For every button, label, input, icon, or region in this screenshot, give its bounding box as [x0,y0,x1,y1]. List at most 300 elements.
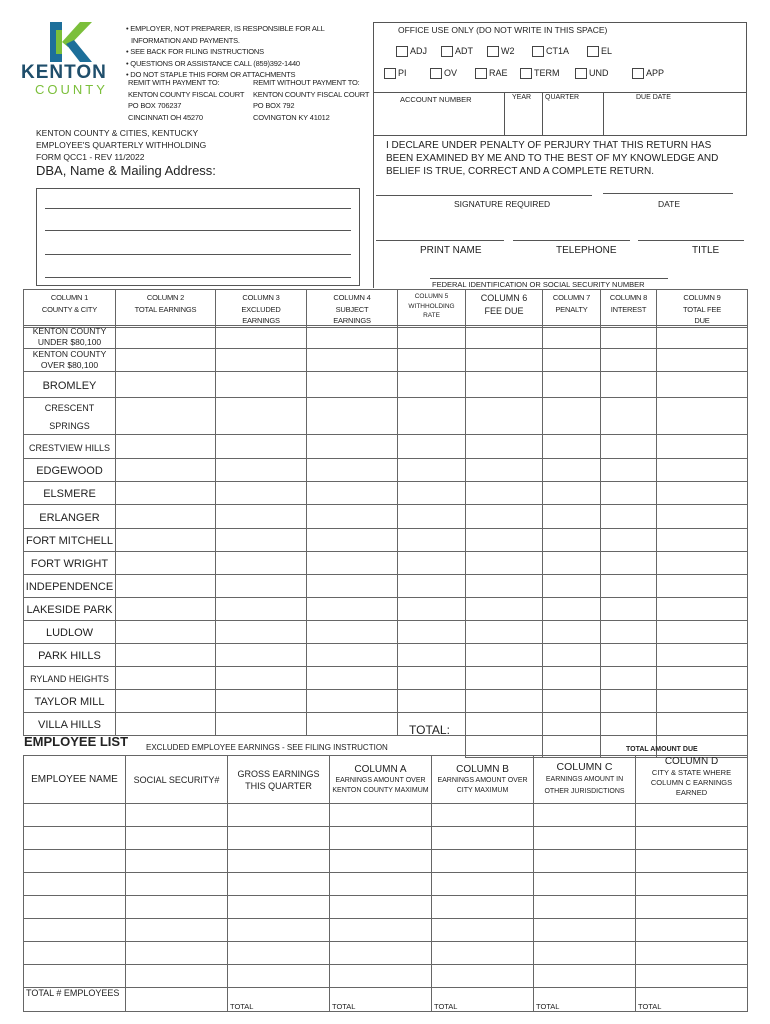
amount-cell[interactable] [398,598,466,621]
year-label: YEAR [512,94,532,101]
total-col-b-cell[interactable]: TOTAL [432,988,534,1012]
amount-cell[interactable] [601,621,657,644]
amount-cell[interactable] [543,482,601,505]
amount-cell[interactable] [543,398,601,435]
note-questions: • QUESTIONS OR ASSISTANCE CALL (859)392-1440 [126,58,300,68]
amount-cell[interactable] [601,575,657,598]
remit-with-line3: CINCINNATI OH 45270 [128,112,203,122]
amount-cell[interactable] [216,529,307,552]
amount-cell[interactable] [116,529,216,552]
amount-cell[interactable] [116,372,216,398]
form-title [36,127,366,163]
office-use-title: OFFICE USE ONLY (DO NOT WRITE IN THIS SPACE) [398,25,608,35]
city-name-cell [24,435,116,459]
header-row [24,290,748,328]
amount-cell[interactable] [116,435,216,459]
ov-checkbox[interactable] [430,68,442,79]
telephone-label: TELEPHONE [556,245,617,256]
amount-cell[interactable] [466,459,543,482]
employee-cell[interactable] [228,896,330,919]
signature-label: SIGNATURE REQUIRED [454,199,551,209]
col9-header: COLUMN 9 TOTAL FEE DUE [657,290,748,328]
amount-cell[interactable] [398,575,466,598]
amount-cell[interactable] [216,690,307,713]
amount-cell[interactable] [543,690,601,713]
amount-cell[interactable] [657,505,748,529]
amount-cell[interactable] [398,349,466,372]
amount-cell[interactable] [116,644,216,667]
el-checkbox[interactable] [587,46,599,57]
amount-cell[interactable] [543,529,601,552]
employee-cell[interactable] [330,942,432,965]
city-name-cell [24,667,116,690]
amount-cell[interactable] [466,690,543,713]
employee-cell[interactable] [126,850,228,873]
employee-row [24,804,748,827]
employee-cell[interactable] [24,942,126,965]
employee-row [24,850,748,873]
remit-with-line1: KENTON COUNTY FISCAL COURT [128,89,245,99]
employee-cell[interactable] [636,896,748,919]
city-name-cell [24,372,116,398]
amount-cell[interactable] [216,667,307,690]
amount-cell[interactable] [307,552,398,575]
amount-cell[interactable] [398,690,466,713]
employee-cell[interactable] [330,873,432,896]
employee-cell[interactable] [126,804,228,827]
amount-cell[interactable] [307,349,398,372]
amount-cell[interactable] [466,713,543,736]
amount-cell[interactable] [601,644,657,667]
amount-cell[interactable] [116,349,216,372]
amount-cell[interactable] [307,435,398,459]
employee-cell[interactable] [330,827,432,850]
withholding-table [23,289,748,328]
amount-cell[interactable] [398,326,466,349]
amount-cell[interactable] [601,326,657,349]
employee-cell[interactable] [636,965,748,988]
amount-cell[interactable] [657,372,748,398]
employee-cell[interactable] [228,804,330,827]
amount-cell[interactable] [398,372,466,398]
col8-header: COLUMN 8 INTEREST [601,290,657,328]
amount-cell[interactable] [466,621,543,644]
remit-with-label: REMIT WITH PAYMENT TO: [128,78,220,87]
amount-cell[interactable] [307,690,398,713]
amount-cell[interactable] [657,644,748,667]
amount-cell[interactable] [657,713,748,736]
employee-cell[interactable] [636,827,748,850]
amount-cell[interactable] [543,372,601,398]
amount-cell[interactable] [657,690,748,713]
amount-cell[interactable] [657,435,748,459]
employee-table [23,755,748,1012]
amount-cell[interactable] [307,713,398,736]
employee-cell[interactable] [534,804,636,827]
amount-cell[interactable] [657,459,748,482]
logo-kenton: KENTON [21,62,107,83]
note-staple: • DO NOT STAPLE THIS FORM OR ATTACHMENTS [126,70,296,79]
column-b-header: COLUMN B EARNINGS AMOUNT OVER CITY MAXIMUM [432,756,534,804]
total-col-a-cell[interactable]: TOTAL [330,988,432,1012]
city-row [24,505,748,529]
remit-without-line2: PO BOX 792 [253,101,295,110]
w2-checkbox[interactable] [487,46,499,57]
city-name-cell [24,621,116,644]
employee-row [24,965,748,988]
amount-cell[interactable] [466,598,543,621]
amount-cell[interactable] [216,621,307,644]
amount-cell[interactable] [398,667,466,690]
amount-cell[interactable] [543,644,601,667]
amount-cell[interactable] [466,435,543,459]
amount-cell[interactable] [601,598,657,621]
amount-cell[interactable] [466,505,543,529]
ct1a-checkbox[interactable] [532,46,544,57]
employee-cell[interactable] [126,965,228,988]
amount-cell[interactable] [601,552,657,575]
ct1a-label: CT1A [546,46,570,56]
city-name-cell [24,713,116,736]
amount-cell[interactable] [398,398,466,435]
employee-cell[interactable] [24,850,126,873]
employee-cell[interactable] [126,942,228,965]
amount-cell[interactable] [307,644,398,667]
declaration-line1: I DECLARE UNDER PENALTY OF PERJURY THAT THIS RETURN HAS [386,140,712,151]
employee-cell[interactable] [24,827,126,850]
total-gross-cell[interactable]: TOTAL [228,988,330,1012]
total-label: TOTAL: [409,723,450,737]
employee-cell[interactable] [330,965,432,988]
amount-cell[interactable] [466,398,543,435]
term-label: TERM [534,68,560,78]
amount-cell[interactable] [307,667,398,690]
amount-cell[interactable] [307,598,398,621]
employee-total-row [24,988,748,1012]
employee-cell[interactable] [126,896,228,919]
amount-cell[interactable] [601,398,657,435]
form-line2: EMPLOYEE'S QUARTERLY WITHHOLDING [36,140,207,150]
city-name-cell [24,398,116,435]
employee-cell[interactable] [432,896,534,919]
employee-cell[interactable] [534,942,636,965]
employee-cell[interactable] [24,965,126,988]
employee-cell[interactable] [636,873,748,896]
print-name-line[interactable] [376,240,504,241]
amount-cell[interactable] [116,598,216,621]
employee-cell[interactable] [432,827,534,850]
amount-cell[interactable] [601,667,657,690]
remit-without-payment [253,77,378,123]
note-filing: • SEE BACK FOR FILING INSTRUCTIONS [126,47,264,56]
amount-cell[interactable] [116,398,216,435]
amount-cell[interactable] [657,667,748,690]
amount-cell[interactable] [216,644,307,667]
amount-cell[interactable] [543,459,601,482]
signature-line[interactable] [376,195,592,196]
amount-cell[interactable] [216,505,307,529]
total-col-c-cell[interactable]: TOTAL [534,988,636,1012]
und-checkbox[interactable] [575,68,587,79]
employee-cell[interactable] [534,873,636,896]
term-checkbox[interactable] [520,68,532,79]
amount-cell[interactable] [601,690,657,713]
city-row [24,398,748,435]
city-row [24,552,748,575]
city-name: ELSMERE [43,488,96,500]
amount-cell[interactable] [116,326,216,349]
col7-header: COLUMN 7 PENALTY [543,290,601,328]
amount-cell[interactable] [543,713,601,736]
amount-cell[interactable] [466,482,543,505]
amount-cell[interactable] [307,621,398,644]
amount-cell[interactable] [307,326,398,349]
k-logo-icon [18,20,118,64]
adj-label: ADJ [410,46,428,56]
city-name: CRESTVIEW HILLS [28,442,111,453]
amount-cell[interactable] [466,529,543,552]
amount-cell[interactable] [216,713,307,736]
date-line[interactable] [603,193,733,194]
city-name: BROMLEY [42,379,97,392]
amount-cell[interactable] [216,398,307,435]
city-name: TAYLOR MILL [34,696,105,708]
employee-cell[interactable] [636,804,748,827]
amount-cell[interactable] [398,459,466,482]
city-row [24,435,748,459]
city-row [24,529,748,552]
amount-cell[interactable] [116,482,216,505]
employee-cell[interactable] [126,827,228,850]
amount-cell[interactable] [398,621,466,644]
amount-cell[interactable] [398,644,466,667]
employee-cell[interactable] [534,827,636,850]
amount-cell[interactable] [543,435,601,459]
employee-cell[interactable] [432,850,534,873]
adt-label: ADT [455,46,473,56]
employee-cell[interactable] [432,804,534,827]
account-number-label: ACCOUNT NUMBER [400,95,472,104]
city-name-cell [24,690,116,713]
employee-cell[interactable] [228,965,330,988]
amount-cell[interactable] [657,482,748,505]
amount-cell[interactable] [601,372,657,398]
employee-cell[interactable] [330,896,432,919]
amount-cell[interactable] [543,598,601,621]
amount-cell[interactable] [216,575,307,598]
employee-cell[interactable] [534,896,636,919]
amount-cell[interactable] [216,435,307,459]
amount-cell[interactable] [601,529,657,552]
amount-cell[interactable] [657,326,748,349]
employee-header-row [24,756,748,804]
amount-cell[interactable] [307,372,398,398]
amount-cell[interactable] [543,349,601,372]
employee-row [24,896,748,919]
amount-cell[interactable] [601,435,657,459]
employee-cell[interactable] [24,804,126,827]
employee-cell[interactable] [432,919,534,942]
amount-cell[interactable] [657,621,748,644]
amount-cell[interactable] [466,575,543,598]
employee-cell[interactable] [330,919,432,942]
city-name: VILLA HILLS [38,719,101,731]
employee-cell[interactable] [330,850,432,873]
employee-cell[interactable] [432,942,534,965]
gross-earnings-header: GROSS EARNINGS THIS QUARTER [228,756,330,804]
amount-cell[interactable] [543,505,601,529]
city-name: RYLAND HEIGHTS [30,674,109,684]
employee-cell[interactable] [534,965,636,988]
col5-header: COLUMN 5 WITHHOLDING RATE [398,290,466,328]
amount-cell[interactable] [307,398,398,435]
amount-cell[interactable] [216,349,307,372]
amount-cell[interactable] [601,505,657,529]
adj-checkbox[interactable] [396,46,408,57]
employee-cell[interactable] [330,804,432,827]
amount-cell[interactable] [216,598,307,621]
city-name-cell [24,529,116,552]
adt-checkbox[interactable] [441,46,453,57]
fein-label: FEDERAL IDENTIFICATION OR SOCIAL SECURITY NUMBER [432,280,645,289]
amount-cell[interactable] [116,713,216,736]
employee-cell[interactable] [228,873,330,896]
employee-cell[interactable] [228,827,330,850]
form-line3: FORM QCC1 - REV 11/2022 [36,152,145,162]
employee-row [24,919,748,942]
amount-cell[interactable] [543,326,601,349]
pi-checkbox[interactable] [384,68,396,79]
declaration [386,139,718,178]
amount-cell[interactable] [657,552,748,575]
telephone-line[interactable] [513,240,630,241]
title-line[interactable] [638,240,744,241]
employee-cell[interactable] [24,873,126,896]
amount-cell[interactable] [116,667,216,690]
ov-label: OV [444,68,458,78]
amount-cell[interactable] [398,435,466,459]
app-checkbox[interactable] [632,68,644,79]
employee-cell[interactable] [126,873,228,896]
amount-cell[interactable] [601,349,657,372]
fein-line[interactable] [430,278,668,279]
amount-cell[interactable] [657,529,748,552]
employee-cell[interactable] [534,919,636,942]
amount-cell[interactable] [116,505,216,529]
amount-cell[interactable] [398,505,466,529]
amount-cell[interactable] [116,621,216,644]
amount-cell[interactable] [543,575,601,598]
dba-address-box[interactable] [36,188,360,286]
city-row [24,482,748,505]
amount-cell[interactable] [466,349,543,372]
employee-cell[interactable] [126,919,228,942]
employee-cell[interactable] [24,919,126,942]
amount-cell[interactable] [216,552,307,575]
amount-cell[interactable] [601,459,657,482]
city-row [24,459,748,482]
employee-cell[interactable] [636,919,748,942]
employee-cell[interactable] [228,850,330,873]
city-name-cell [24,575,116,598]
amount-cell[interactable] [116,690,216,713]
amount-cell[interactable] [466,552,543,575]
city-name-cell [24,552,116,575]
amount-cell[interactable] [466,644,543,667]
excluded-earnings-note: EXCLUDED EMPLOYEE EARNINGS - SEE FILING INSTRUCTION [146,743,388,752]
amount-cell[interactable] [216,326,307,349]
amount-cell[interactable] [307,575,398,598]
amount-cell[interactable] [657,398,748,435]
amount-cell[interactable] [307,459,398,482]
city-name-cell [24,598,116,621]
amount-cell[interactable] [216,372,307,398]
city-name: PARK HILLS [38,650,101,662]
amount-cell[interactable] [657,575,748,598]
amount-cell[interactable] [466,326,543,349]
amount-cell[interactable] [398,552,466,575]
total-employees-cell[interactable]: TOTAL # EMPLOYEES [24,988,126,1012]
pi-label: PI [398,68,407,78]
amount-cell[interactable] [307,482,398,505]
amount-cell[interactable] [398,529,466,552]
address-line-2 [45,230,351,231]
col4-header: COLUMN 4 SUBJECT EARNINGS [307,290,398,328]
amount-cell[interactable] [307,505,398,529]
employee-cell[interactable] [24,896,126,919]
amount-cell[interactable] [398,482,466,505]
amount-cell[interactable] [116,552,216,575]
amount-cell[interactable] [543,621,601,644]
employee-cell[interactable] [432,873,534,896]
amount-cell[interactable] [216,482,307,505]
city-name: FORT MITCHELL [26,535,113,547]
el-label: EL [601,46,613,56]
employee-cell[interactable] [228,919,330,942]
amount-cell[interactable] [601,482,657,505]
city-name-cell [24,326,116,349]
date-label: DATE [658,199,681,209]
address-line-1 [45,208,351,209]
instructions-notes [126,23,376,81]
employee-cell[interactable] [432,965,534,988]
address-line-4 [45,277,351,278]
amount-cell[interactable] [601,713,657,736]
employee-cell[interactable] [228,942,330,965]
total-col-d-cell[interactable]: TOTAL [636,988,748,1012]
amount-cell[interactable] [216,459,307,482]
rae-checkbox[interactable] [475,68,487,79]
employee-cell[interactable] [636,942,748,965]
amount-cell[interactable] [116,575,216,598]
remit-without-label: REMIT WITHOUT PAYMENT TO: [253,78,360,87]
city-name-cell [24,482,116,505]
employee-cell[interactable] [534,850,636,873]
declaration-line3: BELIEF IS TRUE, CORRECT AND A COMPLETE RETURN. [386,166,655,177]
city-row [24,713,748,736]
amount-cell[interactable] [466,372,543,398]
amount-cell[interactable] [657,598,748,621]
amount-cell[interactable] [543,552,601,575]
amount-cell[interactable] [116,459,216,482]
amount-cell[interactable] [466,667,543,690]
employee-row [24,942,748,965]
amount-cell[interactable] [657,349,748,372]
amount-cell[interactable] [543,667,601,690]
emp-name-header: EMPLOYEE NAME [24,756,126,804]
employee-cell[interactable] [636,850,748,873]
amount-cell[interactable] [307,529,398,552]
